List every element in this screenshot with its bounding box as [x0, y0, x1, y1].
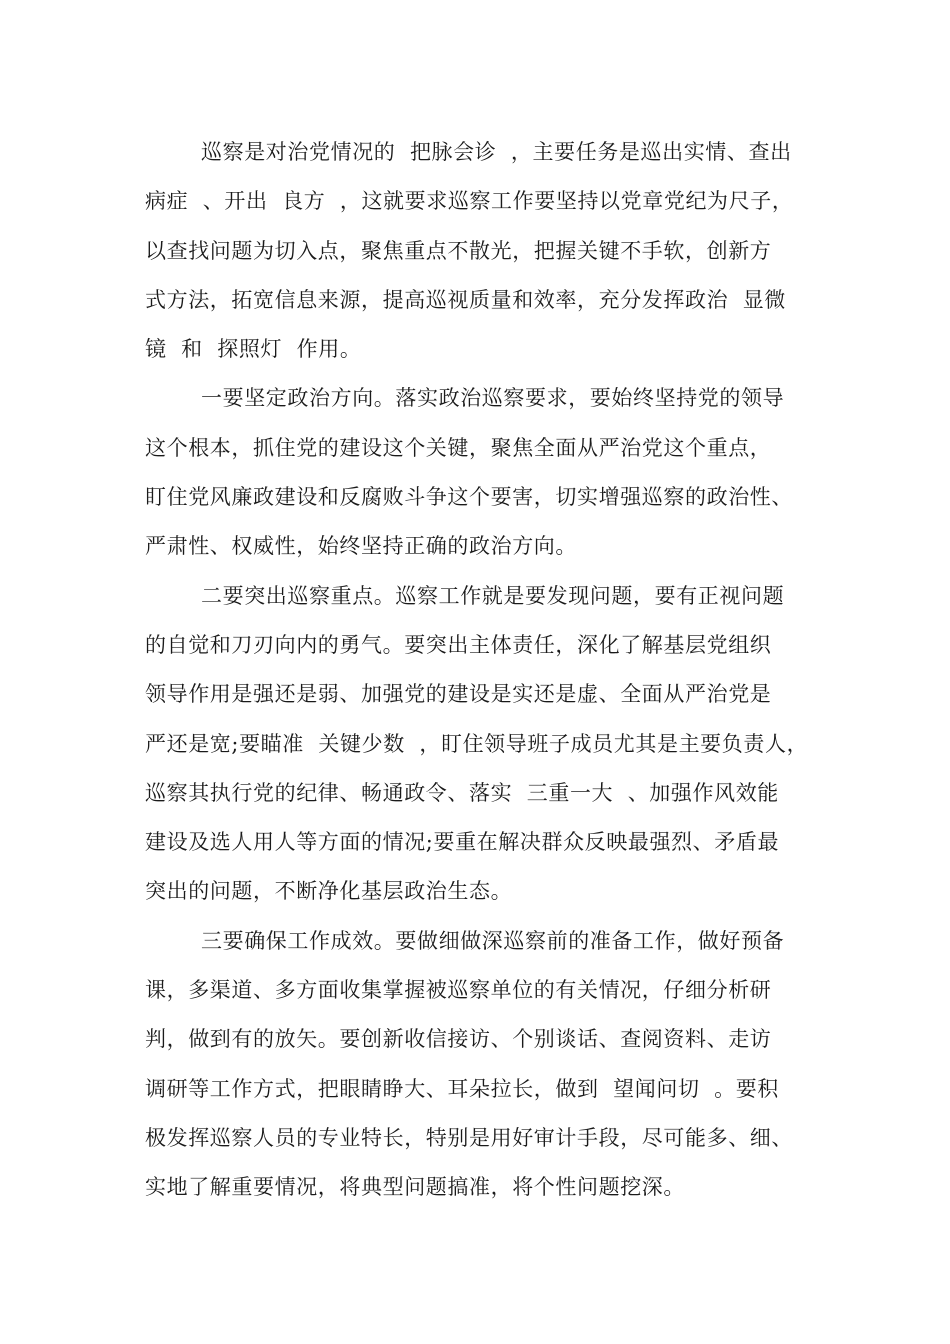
text-line: 严还是宽;要瞄准 关键少数 ，盯住领导班子成员尤其是主要负责人， — [145, 731, 809, 756]
text-line: 二要突出巡察重点。巡察工作就是要发现问题，要有正视问题 — [201, 583, 785, 608]
text-line: 判，做到有的放矢。要创新收信接访、个别谈话、查阅资料、走访 — [145, 1027, 772, 1052]
text-line: 式方法，拓宽信息来源，提高巡视质量和效率，充分发挥政治 显微 — [145, 287, 786, 312]
text-line: 调研等工作方式，把眼睛睁大、耳朵拉长，做到 望闻问切 。要积 — [145, 1076, 779, 1101]
text-line: 巡察是对治党情况的 把脉会诊 ，主要任务是巡出实情、查出 — [201, 140, 792, 164]
text-line: 突出的问题，不断净化基层政治生态。 — [145, 879, 513, 904]
text-line: 病症 、开出 良方 ，这就要求巡察工作要坚持以党章党纪为尺子， — [145, 189, 794, 214]
text-line: 三要确保工作成效。要做细做深巡察前的准备工作，做好预备 — [201, 928, 785, 953]
text-line: 建设及选人用人等方面的情况;要重在解决群众反映最强烈、矛盾最 — [145, 830, 780, 855]
text-line: 课，多渠道、多方面收集掌握被巡察单位的有关情况，仔细分析研 — [145, 978, 772, 1003]
text-line: 领导作用是强还是弱、加强党的建设是实还是虚、全面从严治党是 — [145, 682, 772, 707]
text-line: 巡察其执行党的纪律、畅通政令、落实 三重一大 、加强作风效能 — [145, 780, 779, 805]
text-line: 严肃性、权威性，始终坚持正确的政治方向。 — [145, 534, 577, 559]
text-line: 一要坚定政治方向。落实政治巡察要求，要始终坚持党的领导 — [201, 386, 785, 411]
text-line: 以查找问题为切入点，聚焦重点不散光，把握关键不手软，创新方 — [145, 238, 772, 263]
text-line: 盯住党风廉政建设和反腐败斗争这个要害，切实增强巡察的政治性、 — [145, 485, 793, 510]
text-line: 实地了解重要情况，将典型问题搞准，将个性问题挖深。 — [145, 1175, 685, 1200]
paragraph-inspection-focus — [145, 572, 835, 917]
text-line: 的自觉和刀刃向内的勇气。要突出主体责任，深化了解基层党组织 — [145, 632, 772, 657]
paragraph-intro — [145, 128, 835, 374]
document-body — [145, 128, 835, 1213]
text-line: 镜 和 探照灯 作用。 — [145, 337, 362, 362]
text-line: 极发挥巡察人员的专业特长，特别是用好审计手段，尽可能多、细、 — [145, 1125, 793, 1150]
paragraph-work-results — [145, 917, 835, 1213]
paragraph-political-direction — [145, 374, 835, 571]
text-line: 这个根本，抓住党的建设这个关键，聚焦全面从严治党这个重点， — [145, 435, 772, 460]
